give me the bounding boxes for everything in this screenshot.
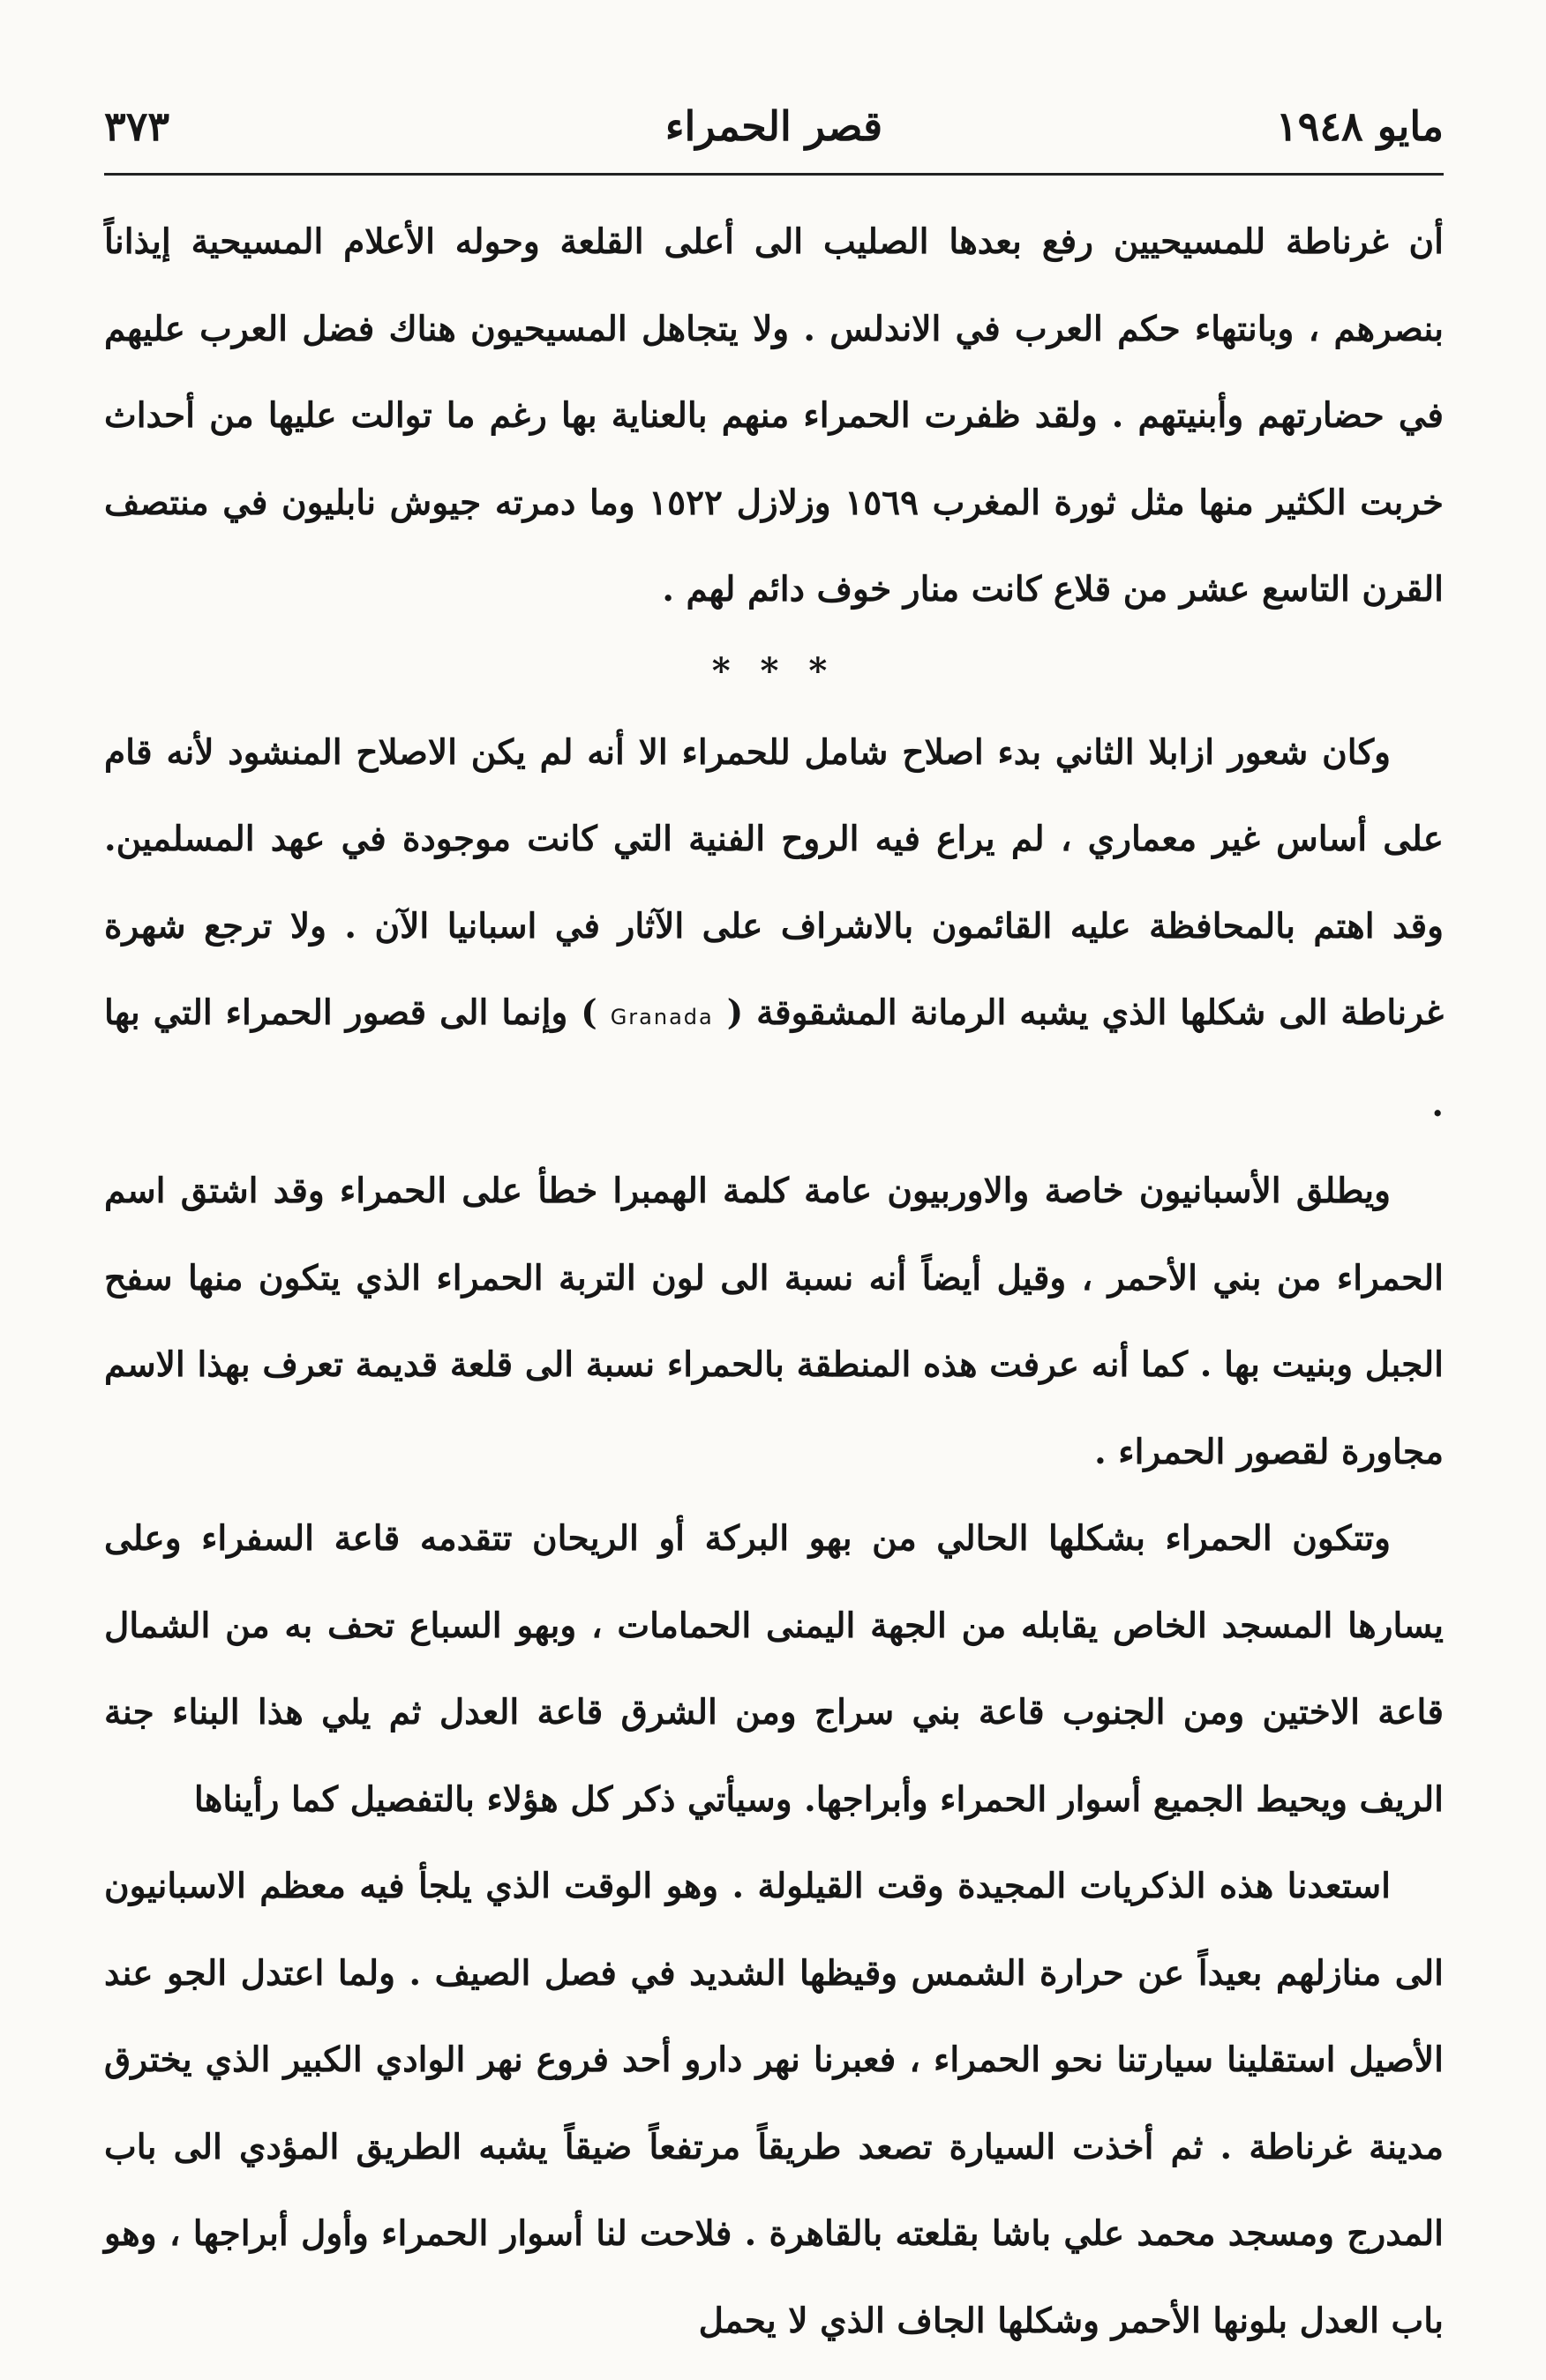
header-date: مايو ١٩٤٨ xyxy=(1275,102,1444,150)
section-separator: * * * xyxy=(711,649,837,692)
paragraph-3: ويطلق الأسبانيون خاصة والاوربيون عامة كلمة الهمبرا خطأ على الحمراء وقد اشتق اسم الحمراء من بني الأحمر ، وقيل أيضاً أنه نسبة الى لون التربة الحمراء الذي يتكون منها سفح الجبل وبنيت بها . كما أنه عرفت هذه المنطقة بالحمراء نسبة الى قلعة قديمة تعرف بهذا الاسم مجاورة لقصور الحمراء . xyxy=(104,1171,1444,1472)
page-header xyxy=(104,95,1444,157)
header-page-number: ٣٧٣ xyxy=(104,102,170,150)
paragraph-2 xyxy=(104,709,1444,1149)
header-title: قصر الحمراء xyxy=(664,102,883,150)
paragraph-4: وتتكون الحمراء بشكلها الحالي من بهو البركة أو الريحان تتقدمه قاعة السفراء وعلى يسارها المسجد الخاص يقابله من الجهة اليمنى الحمامات ، وبهو السباع تحف به من الشمال قاعة الاختين ومن الجنوب قاعة بني سراج ومن الشرق قاعة العدل ثم يلي هذا البناء جنة الريف ويحيط الجميع أسوار الحمراء وأبراجها. وسيأتي ذكر كل هؤلاء بالتفصيل كما رأيناها xyxy=(104,1518,1444,1820)
latin-word-granada: Granada xyxy=(610,1005,714,1029)
paragraph-5: استعدنا هذه الذكريات المجيدة وقت القيلولة . وهو الوقت الذي يلجأ فيه معظم الاسبانيون الى منازلهم بعيداً عن حرارة الشمس وقيظها الشديد في فصل الصيف . ولما اعتدل الجو عند الأصيل استقلينا سيارتنا نحو الحمراء ، فعبرنا نهر دارو أحد فروع نهر الوادي الكبير الذي يخترق مدينة غرناطة . ثم أخذت السيارة تصعد طريقاً مرتفعاً ضيقاً يشبه الطريق المؤدي الى باب المدرج ومسجد محمد علي باشا بقلعته بالقاهرة . فلاحت لنا أسوار الحمراء وأول أبراجها ، وهو باب العدل بلونها الأحمر وشكلها الجاف الذي لا يحمل xyxy=(104,1866,1444,2341)
paragraph-2-main: وكان شعور ازابلا الثاني بدء اصلاح شامل للحمراء الا أنه لم يكن الاصلاح المنشود لأنه قام على أساس غير معماري ، لم يراع فيه الروح الفنية التي كانت موجودة في عهد المسلمين. وقد اهتم بالمحافظة عليه القائمون بالاشراف على الآثار في اسبانيا الآن . ولا ترجع شهرة غرناطة الى شكلها الذي يشبه الرمانة المشقوقة ( xyxy=(104,731,1445,1033)
paragraph-1: أن غرناطة للمسيحيين رفع بعدها الصليب الى أعلى القلعة وحوله الأعلام المسيحية إيذاناً بنصرهم ، وبانتهاء حكم العرب في الاندلس . ولا يتجاهل المسيحيون هناك فضل العرب عليهم في حضارتهم وأبنيتهم . ولقد ظفرت الحمراء منهم بالعناية بها رغم ما توالت عليها من أحداث خربت الكثير منها مثل ثورة المغرب ١٥٦٩ وزلازل ١٥٢٢ وما دمرته جيوش نابليون في منتصف القرن التاسع عشر من قلاع كانت منار خوف دائم لهم . xyxy=(104,221,1444,610)
header-rule xyxy=(104,173,1444,176)
paragraph-2-end: ) وإنما الى قصور الحمراء التي بها . xyxy=(104,992,1444,1125)
